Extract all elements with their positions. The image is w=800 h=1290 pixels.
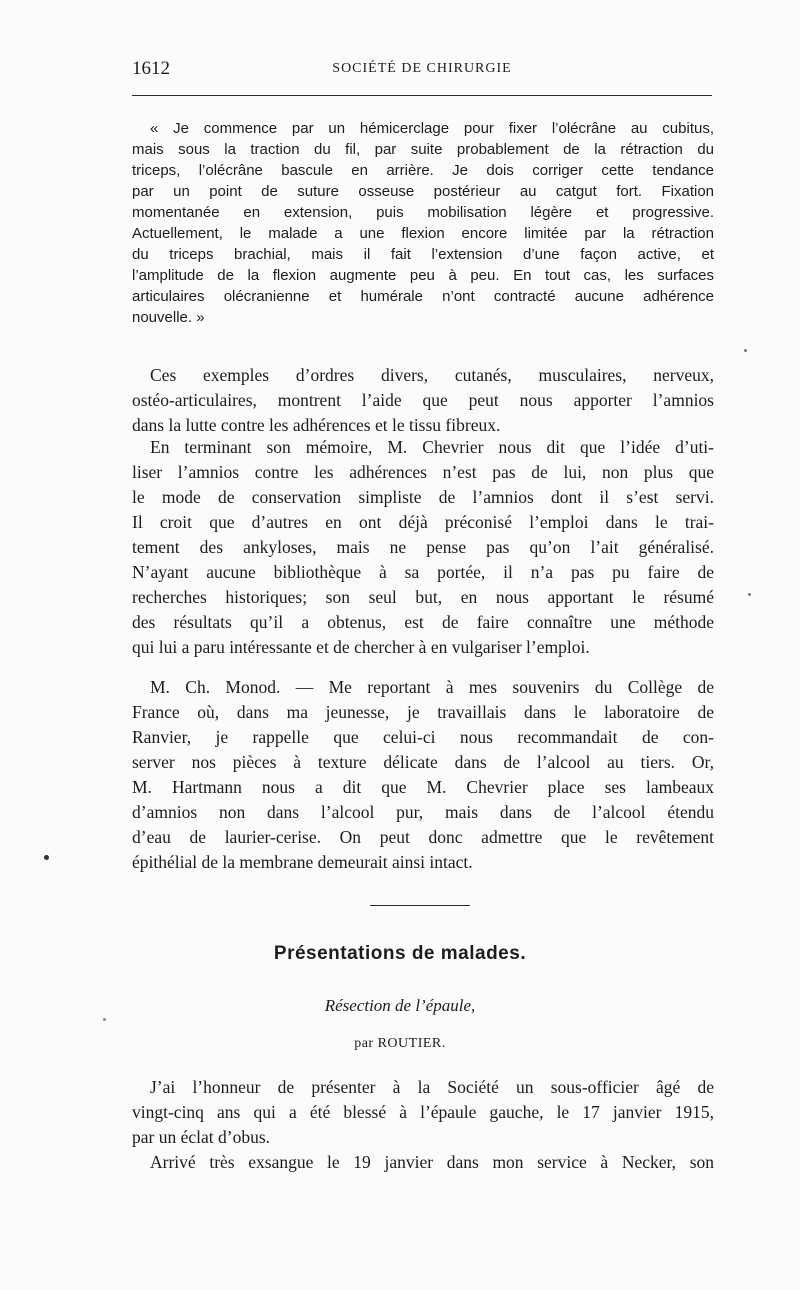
text-line: « Je commence par un hémicerclage pour fixer l’olécrâne au cubitus, bbox=[150, 120, 714, 137]
running-title: SOCIÉTÉ DE CHIRURGIE bbox=[332, 61, 512, 76]
ink-speck bbox=[744, 349, 747, 352]
text-line: M. Hartmann nous a dit que M. Chevrier place ses lambeaux bbox=[132, 777, 714, 797]
text-line: par un point de suture osseuse postérieur au catgut fort. Fixation bbox=[132, 183, 714, 200]
ink-speck bbox=[748, 593, 751, 596]
text-line: du triceps brachial, mais il fait l’extension d’une façon active, et bbox=[132, 246, 714, 263]
text-line: Arrivé très exsangue le 19 janvier dans mon service à Necker, son bbox=[150, 1152, 714, 1172]
text-line: vingt-cinq ans qui a été blessé à l’épaule gauche, le 17 janvier 1915, bbox=[132, 1102, 714, 1122]
paragraph-monod bbox=[132, 675, 714, 875]
text-line: des résultats qu’il a obtenus, est de faire connaître une méthode bbox=[132, 612, 714, 632]
text-line: Ranvier, je rappelle que celui-ci nous recommandait de con- bbox=[132, 727, 714, 747]
header-rule bbox=[132, 95, 712, 96]
text-line: server nos pièces à texture délicate dans de l’alcool au tiers. Or, bbox=[132, 752, 714, 772]
paragraph-arrival bbox=[132, 1150, 714, 1175]
text-line: l’amplitude de la flexion augmente peu à peu. En tout cas, les surfaces bbox=[132, 267, 714, 284]
section-author: par ROUTIER. bbox=[354, 1036, 446, 1051]
text-line: Il croit que d’autres en ont déjà préconisé l’emploi dans le trai- bbox=[132, 512, 714, 532]
text-line: N’ayant aucune bibliothèque à sa portée, il n’a pas pu faire de bbox=[132, 562, 714, 582]
text-line: liser l’amnios contre les adhérences n’est pas de lui, non plus que bbox=[132, 462, 714, 482]
text-line: le mode de conservation simpliste de l’amnios dont il s’est servi. bbox=[132, 487, 714, 507]
quoted-paragraph bbox=[132, 118, 714, 328]
text-line: d’amnios non dans l’alcool pur, mais dans de l’alcool étendu bbox=[132, 802, 714, 822]
text-line: ostéo-articulaires, montrent l’aide que peut nous apporter l’amnios bbox=[132, 390, 714, 410]
paragraph-chevrier bbox=[132, 435, 714, 660]
text-line: qui lui a paru intéressante et de chercher à en vulgariser l’emploi. bbox=[132, 637, 590, 657]
text-line: tement des ankyloses, mais ne pense pas qu’on l’ait généralisé. bbox=[132, 537, 714, 557]
text-line: par un éclat d’obus. bbox=[132, 1127, 271, 1147]
text-line: En terminant son mémoire, M. Chevrier nous dit que l’idée d’uti- bbox=[150, 437, 714, 457]
text-line: J’ai l’honneur de présenter à la Société un sous-officier âgé de bbox=[150, 1077, 714, 1097]
text-line: momentanée en extension, puis mobilisation légère et progressive. bbox=[132, 204, 714, 221]
text-line: dans la lutte contre les adhérences et le tissu fibreux. bbox=[132, 415, 501, 435]
ink-speck bbox=[103, 1018, 106, 1021]
text-line: recherches historiques; son seul but, en nous apportant le résumé bbox=[132, 587, 714, 607]
section-subtitle: Résection de l’épaule, bbox=[324, 996, 476, 1015]
text-line: France où, dans ma jeunesse, je travaillais dans le laboratoire de bbox=[132, 702, 714, 722]
page-number: 1612 bbox=[132, 58, 170, 79]
text-line: articulaires olécranienne et humérale n’ont contracté aucune adhérence bbox=[132, 288, 714, 305]
paragraph-examples bbox=[132, 363, 714, 438]
text-line: d’eau de laurier-cerise. On peut donc admettre que le revêtement bbox=[132, 827, 714, 847]
text-line: M. Ch. Monod. — Me reportant à mes souvenirs du Collège de bbox=[150, 677, 714, 697]
section-separator bbox=[370, 905, 470, 906]
text-line: mais sous la traction du fil, par suite probablement de la rétraction du bbox=[132, 141, 714, 158]
text-line: nouvelle. » bbox=[132, 309, 205, 326]
text-line: épithélial de la membrane demeurait ainsi intact. bbox=[132, 852, 473, 872]
paragraph-presentation bbox=[132, 1075, 714, 1150]
section-title: Présentations de malades. bbox=[273, 943, 527, 964]
text-line: triceps, l’olécrâne bascule en arrière. Je dois corriger cette tendance bbox=[132, 162, 714, 179]
text-line: Actuellement, le malade a une flexion encore limitée par la rétraction bbox=[132, 225, 714, 242]
text-line: Ces exemples d’ordres divers, cutanés, musculaires, nerveux, bbox=[150, 365, 714, 385]
ink-speck bbox=[44, 855, 49, 860]
running-header bbox=[132, 58, 712, 88]
